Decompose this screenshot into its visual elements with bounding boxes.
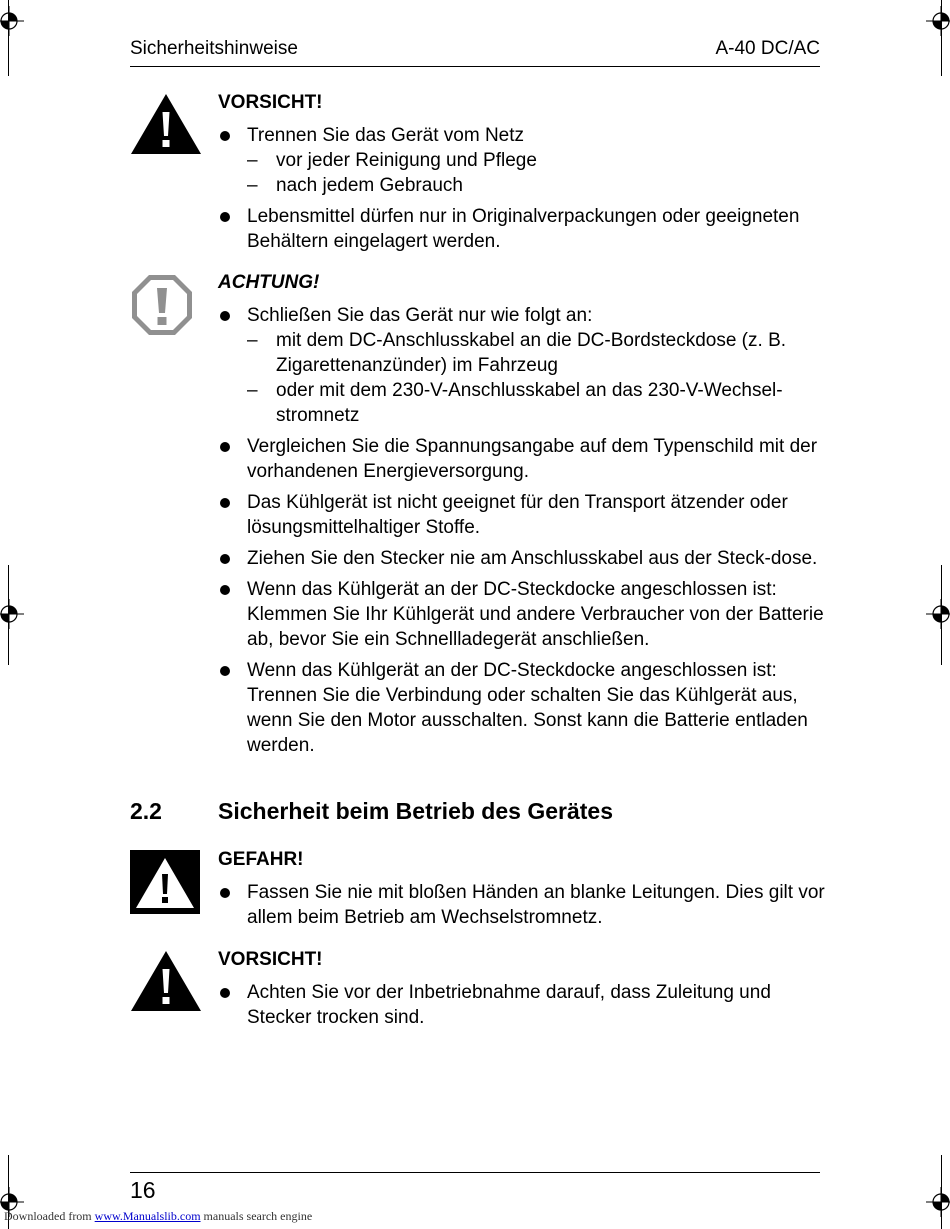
download-prefix: Downloaded from — [4, 1209, 92, 1223]
crop-line — [941, 1155, 942, 1229]
octagon-exclamation-icon — [130, 273, 194, 337]
page-header — [130, 38, 820, 67]
list-item — [218, 658, 828, 758]
sub-list-item-text: nach jedem Gebrauch — [276, 175, 463, 196]
list-item — [218, 880, 828, 930]
bullet-icon — [220, 131, 230, 141]
list-item — [218, 980, 828, 1030]
bullet-icon — [220, 888, 230, 898]
list-item — [218, 434, 828, 484]
crop-line — [941, 0, 942, 76]
caution-content — [218, 92, 828, 260]
registration-mark-icon — [0, 6, 24, 36]
sub-list-item-text: vor jeder Reinigung und Pflege — [276, 150, 537, 171]
download-suffix: manuals search engine — [203, 1209, 313, 1223]
list-item — [218, 303, 828, 428]
list-item-text: Lebensmittel dürfen nur in Originalverpackungen oder geeigneten Behältern eingelagert werden. — [247, 206, 800, 252]
list-item-text: Achten Sie vor der Inbetriebnahme darauf, dass Zuleitung und Stecker trocken sind. — [247, 982, 771, 1028]
attention-content — [218, 272, 828, 764]
header-model-name: A-40 DC/AC — [715, 38, 820, 59]
list-item — [218, 577, 828, 652]
sub-list-item: – vor jeder Reinigung und Pflege — [247, 150, 537, 171]
bullet-icon — [220, 442, 230, 452]
crop-line — [8, 0, 9, 76]
warning-triangle-icon — [130, 92, 202, 156]
list-item-text: Fassen Sie nie mit bloßen Händen an blanke Leitungen. Dies gilt vor allem beim Betrieb am Wechselstromnetz. — [247, 882, 825, 928]
list-item-text: Vergleichen Sie die Spannungsangabe auf dem Typenschild mit der vorhandenen Energieversorgung. — [247, 436, 818, 482]
danger-content — [218, 849, 828, 936]
footer-rule — [130, 1172, 820, 1173]
bullet-icon — [220, 212, 230, 222]
registration-mark-icon — [0, 599, 24, 629]
section-title: Sicherheit beim Betrieb des Gerätes — [218, 798, 613, 824]
list-item-text: Schließen Sie das Gerät nur wie folgt an: — [247, 305, 593, 326]
bullet-icon — [220, 498, 230, 508]
crop-line — [941, 565, 942, 665]
list-item — [218, 123, 828, 198]
list-item-text: Wenn das Kühlgerät an der DC-Steckdocke angeschlossen ist: Klemmen Sie Ihr Kühlgerät und andere Verbraucher von der Batterie ab, bevor Sie ein Schnellladegerät anschließen. — [247, 579, 824, 650]
section-number: 2.2 — [130, 798, 162, 824]
list-item — [218, 546, 828, 571]
list-item-text: Trennen Sie das Gerät vom Netz — [247, 125, 525, 146]
list-item — [218, 490, 828, 540]
registration-mark-icon — [926, 599, 950, 629]
download-note — [4, 1209, 312, 1224]
page-number: 16 — [130, 1177, 156, 1203]
list-item-text: Ziehen Sie den Stecker nie am Anschlusskabel aus der Steck-dose. — [247, 548, 818, 569]
registration-mark-icon — [926, 1187, 950, 1217]
sub-list-item: – mit dem DC-Anschlusskabel an die DC-Bordsteckdose (z. B. Zigarettenanzünder) im Fahrzeug — [247, 330, 787, 376]
list-item — [218, 204, 828, 254]
caution-title: VORSICHT! — [218, 949, 323, 970]
caution-content — [218, 949, 828, 1036]
danger-title: GEFAHR! — [218, 849, 304, 870]
bullet-icon — [220, 554, 230, 564]
bullet-icon — [220, 311, 230, 321]
sub-list-item-text: mit dem DC-Anschlusskabel an die DC-Bordsteckdose (z. B. Zigarettenanzünder) im Fahrzeug — [276, 330, 787, 376]
manualslib-link[interactable]: www.Manualslib.com — [94, 1209, 201, 1223]
header-section-title: Sicherheitshinweise — [130, 38, 298, 59]
attention-title: ACHTUNG! — [218, 272, 320, 293]
bullet-icon — [220, 666, 230, 676]
list-item-text: Wenn das Kühlgerät an der DC-Steckdocke angeschlossen ist: Trennen Sie die Verbindung oder schalten Sie das Kühlgerät aus, wenn Sie den Motor ausschalten. Sonst kann die Batterie entladen werden. — [247, 660, 808, 756]
registration-mark-icon — [926, 6, 950, 36]
sub-list-item: – oder mit dem 230-V-Anschlusskabel an das 230-V-Wechsel-stromnetz — [247, 380, 783, 426]
list-item-text: Das Kühlgerät ist nicht geeignet für den Transport ätzender oder lösungsmittelhaltiger Stoffe. — [247, 492, 788, 538]
bullet-icon — [220, 585, 230, 595]
bullet-icon — [220, 988, 230, 998]
warning-triangle-icon — [130, 949, 202, 1013]
sub-list-item-text: oder mit dem 230-V-Anschlusskabel an das 230-V-Wechsel-stromnetz — [276, 380, 783, 426]
caution-title: VORSICHT! — [218, 92, 323, 113]
crop-line — [8, 565, 9, 665]
sub-list-item: – nach jedem Gebrauch — [247, 175, 463, 196]
danger-triangle-box-icon — [130, 850, 200, 914]
